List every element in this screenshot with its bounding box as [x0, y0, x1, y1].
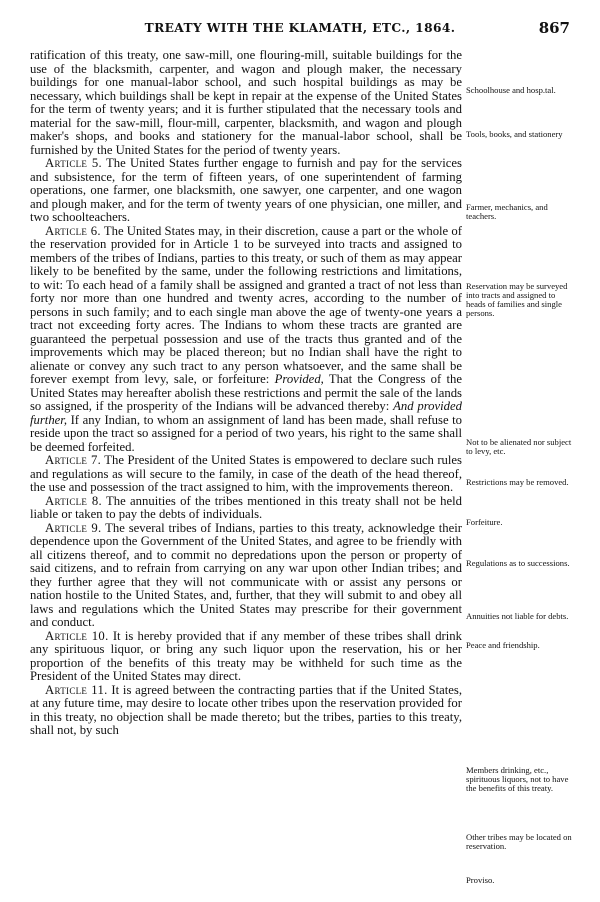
article-heading: Article 5.: [45, 156, 102, 170]
paragraph-article-8: Article 8. The annuities of the tribes mentioned in this treaty shall not be held liable or taken to pay the debts of individuals.: [30, 493, 462, 521]
page-header: [24, 21, 576, 43]
margin-note: Restrictions may be removed.: [466, 477, 569, 487]
margin-note: Annuities not liable for debts.: [466, 611, 569, 621]
margin-note: Not to be alienated nor subject to levy, etc.: [466, 437, 572, 456]
article-heading: Article 9.: [45, 520, 102, 535]
margin-note: Regulations as to successions.: [466, 558, 570, 568]
paragraph-article-11: Article 11. It is agreed between the contracting parties that if the United States, at any future time, may desire to locate other tribes upon the reservation provided for in this treaty, no objection shall be made thereto; but the tribes, parties to this treaty, shall not, by such: [30, 682, 462, 737]
margin-note: Proviso.: [466, 875, 495, 885]
margin-note: Reservation may be surveyed into tracts and assigned to heads of families and single persons.: [466, 281, 568, 318]
margin-note: Forfeiture.: [466, 517, 503, 527]
proviso-italic: And provided further,: [30, 399, 462, 427]
treaty-text-column: [30, 49, 462, 738]
article-heading: Article 8.: [45, 493, 102, 508]
margin-note: Members drinking, etc., spirituous liquors, not to have the benefits of this treaty.: [466, 765, 569, 793]
paragraph-article-9: Article 9. The several tribes of Indians, parties to this treaty, acknowledge their dependence upon the Government of the United States, and agree to be friendly with all citizens thereof, and to commit no depredations upon the person or property of said citizens, and to refrain from carrying on any war upon other Indian tribes; and they further agree that they will not communicate with or assist any persons or nation hostile to the United States, and, further, that they will submit to and obey all laws and regulations which the United States may prescribe for their government and conduct.: [30, 520, 462, 629]
running-title: TREATY WITH THE KLAMATH, ETC., 1864.: [144, 21, 456, 35]
article-heading: Article 6.: [45, 223, 101, 238]
paragraph-article-7: Article 7. The President of the United States is empowered to declare such rules and regulations as will secure to the family, in case of the death of the head thereof, the use and possession of the tract assigned to him, with the improvements thereon.: [30, 453, 462, 494]
article-heading: Article 10.: [45, 628, 109, 643]
page-number: 867: [538, 19, 570, 37]
article-heading: Article 7.: [45, 453, 102, 467]
proviso-italic: Provided,: [274, 372, 324, 386]
margin-note: Schoolhouse and hosp.tal.: [466, 85, 556, 95]
paragraph-article-6: Article 6. The United States may, in their discretion, cause a part or the whole of the reservation provided for in Article 1 to be surveyed into tracts and assigned to members of the tribes of Indians, parties to this treaty, or such of them as may appear likely to be benefited by the same, under the following restrictions and limitations, to wit: To each head of a family shall be assigned and granted a tract of not less than forty nor more than one hundred and twenty acres, according to the number of persons in such family; and to each single man above the age of twenty-one years a tract not exceeding forty acres. The Indians to whom these tracts are granted are guaranteed the perpetual possession and use of the tracts thus granted and of the improvements which may be placed thereon; but no Indian shall have the right to alienate or convey any such tract to any person whatsoever, and the same shall be forever exempt from levy, sale, or forfeiture: Provided, That the Congress of the United States may hereafter abolish these restrictions and permit the sale of the lands so assigned, if the prosperity of the Indians will be advanced thereby: And provided further, If any Indian, to whom an assignment of land has been made, shall refuse to reside upon the tract so assigned for a period of two years, his right to the same shall be deemed forfeited.: [30, 223, 463, 454]
margin-note: Farmer, mechanics, and teachers.: [466, 202, 548, 221]
article-heading: Article 11.: [45, 682, 108, 697]
paragraph-article-10: Article 10. It is hereby provided that if any member of these tribes shall drink any spirituous liquor, or bring any such liquor upon the reservation, his or her proportion of the benefits of this treaty may be withheld for such time as the President of the United States may direct.: [30, 628, 462, 683]
margin-note: Peace and friendship.: [466, 640, 540, 650]
margin-note: Other tribes may be located on reservation.: [466, 832, 572, 851]
paragraph-article-5: Article 5. The United States further engage to furnish and pay for the services and subsistence, for the term of fifteen years, of one superintendent of farming operations, one farmer, one blacksmith, one sawyer, one carpenter, and one wagon and plough maker, and for the term of twenty years of one physician, one miller, and two schoolteachers.: [30, 156, 462, 224]
margin-note: Tools, books, and stationery: [466, 129, 563, 139]
paragraph-continued: ratification of this treaty, one saw-mill, one flouring-mill, suitable buildings for the use of the blacksmith, carpenter, and wagon and plough maker, the necessary buildings for one manual-labor school, and such hospital buildings as may be necessary, which buildings shall be kept in repair at the expense of the United States for the term of twenty years; and it is further stipulated that the necessary tools and material for the saw-mill, flour-mill, carpenter, blacksmith, and wagon and plough maker's shops, and books and stationery for the manual-labor school, shall be furnished by the United States for the period of twenty years.: [30, 48, 462, 157]
